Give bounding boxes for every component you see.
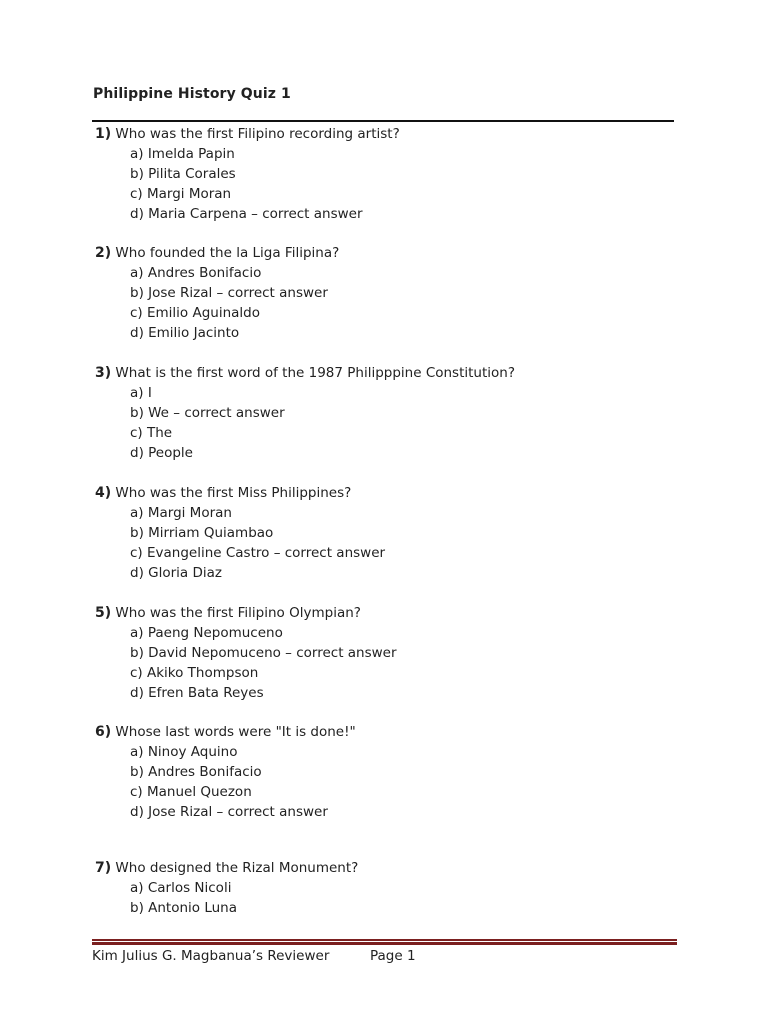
answer-option: c) Margi Moran [130, 186, 232, 202]
answer-option: a) Paeng Nepomuceno [130, 625, 283, 641]
answer-option: c) Emilio Aguinaldo [130, 305, 260, 321]
answer-option: d) Maria Carpena – correct answer [130, 206, 363, 222]
answer-option: d) People [130, 445, 193, 461]
page-footer [92, 946, 416, 966]
answer-option: c) Akiko Thompson [130, 665, 259, 681]
answer-option: c) Manuel Quezon [130, 784, 252, 800]
question-number: 4) [95, 485, 112, 501]
question-text: Who was the first Filipino Olympian? [111, 605, 361, 621]
footer-divider [92, 939, 677, 945]
answer-option: b) We – correct answer [130, 405, 285, 421]
answer-option: d) Efren Bata Reyes [130, 685, 264, 701]
question-number: 3) [95, 365, 112, 381]
answer-option: a) I [130, 385, 152, 401]
title-divider [92, 120, 674, 122]
answer-option: b) David Nepomuceno – correct answer [130, 645, 397, 661]
question-text: Who founded the la Liga Filipina? [111, 245, 340, 261]
footer-author: Kim Julius G. Magbanua’s Reviewer [92, 948, 330, 964]
question-6 [95, 722, 356, 822]
question-text: Who was the first Filipino recording artist? [111, 126, 400, 142]
answer-option: d) Gloria Diaz [130, 565, 222, 581]
question-1 [95, 124, 400, 224]
answer-option: b) Pilita Corales [130, 166, 236, 182]
question-7 [95, 858, 358, 918]
question-number: 5) [95, 605, 112, 621]
answer-option: b) Andres Bonifacio [130, 764, 262, 780]
question-4 [95, 483, 385, 583]
answer-option: a) Carlos Nicoli [130, 880, 232, 896]
answer-option: c) The [130, 425, 173, 441]
answer-option: b) Mirriam Quiambao [130, 525, 274, 541]
question-number: 7) [95, 860, 112, 876]
question-number: 1) [95, 126, 112, 142]
answer-option: d) Emilio Jacinto [130, 325, 240, 341]
answer-option: b) Antonio Luna [130, 900, 237, 916]
answer-option: a) Margi Moran [130, 505, 232, 521]
answer-option: a) Andres Bonifacio [130, 265, 262, 281]
question-5 [95, 603, 397, 703]
page-number: Page 1 [370, 948, 416, 964]
answer-option: d) Jose Rizal – correct answer [130, 804, 328, 820]
question-text: Who designed the Rizal Monument? [111, 860, 359, 876]
question-text: What is the first word of the 1987 Philipppine Constitution? [111, 365, 516, 381]
question-3 [95, 363, 515, 463]
answer-option: c) Evangeline Castro – correct answer [130, 545, 386, 561]
question-2 [95, 243, 339, 343]
page-title: Philippine History Quiz 1 [93, 86, 291, 102]
answer-option: b) Jose Rizal – correct answer [130, 285, 328, 301]
answer-option: a) Imelda Papin [130, 146, 235, 162]
question-number: 2) [95, 245, 112, 261]
question-number: 6) [95, 724, 112, 740]
question-text: Who was the first Miss Philippines? [111, 485, 352, 501]
question-text: Whose last words were "It is done!" [111, 724, 356, 740]
answer-option: a) Ninoy Aquino [130, 744, 238, 760]
